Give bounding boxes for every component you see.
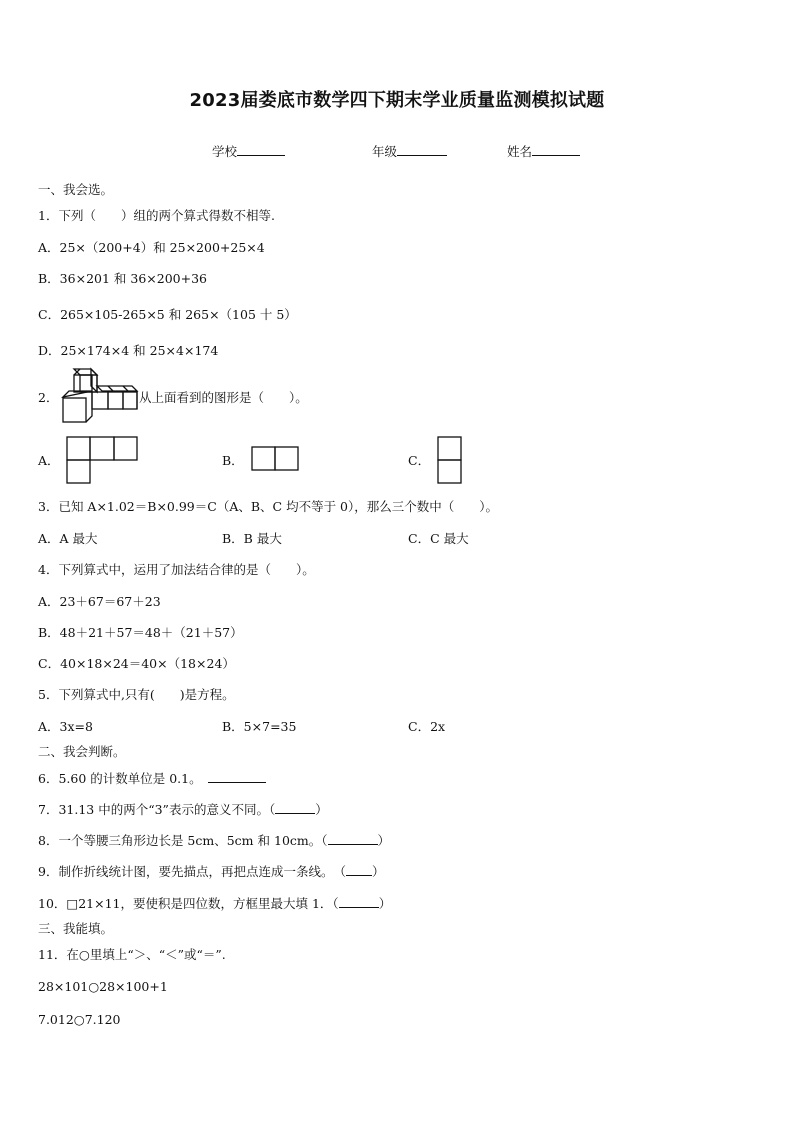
q11-stem: 11．在○里填上“＞、“＜”或“＝”. xyxy=(38,947,226,962)
q11-compare-row-1[interactable]: 28×101○28×100+1 xyxy=(38,979,168,994)
grade-label: 年级 xyxy=(372,144,398,159)
q10-answer-blank[interactable] xyxy=(339,895,379,908)
section-2-heading: 二、我会判断。 xyxy=(38,744,126,759)
q2-option-c-figure[interactable] xyxy=(437,436,463,484)
school-blank[interactable] xyxy=(237,143,285,156)
q4-option-b[interactable]: B．48＋21＋57＝48＋（21＋57） xyxy=(38,625,243,640)
name-blank[interactable] xyxy=(532,143,580,156)
school-field xyxy=(212,142,285,160)
q1-option-d[interactable]: D．25×174×4 和 25×4×174 xyxy=(38,343,219,358)
q2-option-a-figure[interactable] xyxy=(66,436,138,484)
q4-option-a[interactable]: A．23＋67＝67＋23 xyxy=(38,594,161,609)
q3-option-c[interactable]: C．C 最大 xyxy=(408,531,469,546)
q4-option-c[interactable]: C．40×18×24＝40×（18×24） xyxy=(38,656,235,671)
q9-stem: 9．制作折线统计图，要先描点，再把点连成一条线。 （ xyxy=(38,864,346,879)
q5-option-b[interactable]: B．5×7=35 xyxy=(222,719,297,734)
q7-line xyxy=(38,801,328,818)
grade-field xyxy=(372,142,447,160)
q2-option-b-label[interactable]: B． xyxy=(222,453,244,468)
grade-blank[interactable] xyxy=(397,143,447,156)
q6-stem: 6．5.60 的计数单位是 0.1。 xyxy=(38,771,202,786)
q9-answer-blank[interactable] xyxy=(346,863,372,876)
q2-option-c-label[interactable]: C． xyxy=(408,453,431,468)
q9-line xyxy=(38,863,384,880)
q11-compare-row-2[interactable]: 7.012○7.120 xyxy=(38,1012,121,1027)
school-label: 学校 xyxy=(212,144,238,159)
q10-stem: 10．□21×11，要使积是四位数，方框里最大填 1．（ xyxy=(38,896,339,911)
q2-option-a-label[interactable]: A． xyxy=(38,453,60,468)
q2-number: 2． xyxy=(38,390,59,405)
q8-stem: 8．一个等腰三角形边长是 5cm、5cm 和 10cm。（ xyxy=(38,833,328,848)
name-field xyxy=(507,142,580,160)
q2-option-b-figure[interactable] xyxy=(251,446,299,472)
section-1-heading: 一、我会选。 xyxy=(38,182,114,197)
q1-stem: 1．下列（ ）组的两个算式得数不相等. xyxy=(38,208,275,223)
q7-stem: 7．31.13 中的两个“3”表示的意义不同。（ xyxy=(38,802,276,817)
q1-option-b[interactable]: B．36×201 和 36×200+36 xyxy=(38,271,207,286)
q1-option-a[interactable]: A．25×（200+4）和 25×200+25×4 xyxy=(38,240,265,255)
q2-stem: 从上面看到的图形是（ ）。 xyxy=(139,390,308,405)
q8-close-paren: ） xyxy=(377,833,391,848)
q10-close-paren: ） xyxy=(378,896,392,911)
q10-line xyxy=(38,895,391,912)
q8-line xyxy=(38,832,390,849)
q6-answer-blank[interactable] xyxy=(208,770,266,783)
q5-option-c[interactable]: C．2x xyxy=(408,719,446,734)
section-3-heading: 三、我能填。 xyxy=(38,921,114,936)
q7-close-paren: ） xyxy=(315,802,328,817)
q6-line xyxy=(38,770,266,787)
q5-stem: 5．下列算式中,只有( )是方程。 xyxy=(38,687,235,702)
q9-close-paren: ） xyxy=(371,864,385,879)
page-title: 2023届娄底市数学四下期末学业质量监测模拟试题 xyxy=(189,90,605,111)
q3-option-a[interactable]: A．A 最大 xyxy=(38,531,98,546)
q3-option-b[interactable]: B．B 最大 xyxy=(222,531,282,546)
q8-answer-blank[interactable] xyxy=(328,832,378,845)
q5-option-a[interactable]: A．3x=8 xyxy=(38,719,93,734)
q4-stem: 4．下列算式中，运用了加法结合律的是（ ）。 xyxy=(38,562,315,577)
q3-stem: 3．已知 A×1.02＝B×0.99＝C（A、B、C 均不等于 0），那么三个数中（ ）。 xyxy=(38,499,498,514)
name-label: 姓名 xyxy=(507,144,533,159)
q7-answer-blank[interactable] xyxy=(275,801,315,814)
q2-cube-figure xyxy=(62,368,138,424)
q1-option-c[interactable]: C．265×105-265×5 和 265×（105 十 5） xyxy=(38,307,297,322)
